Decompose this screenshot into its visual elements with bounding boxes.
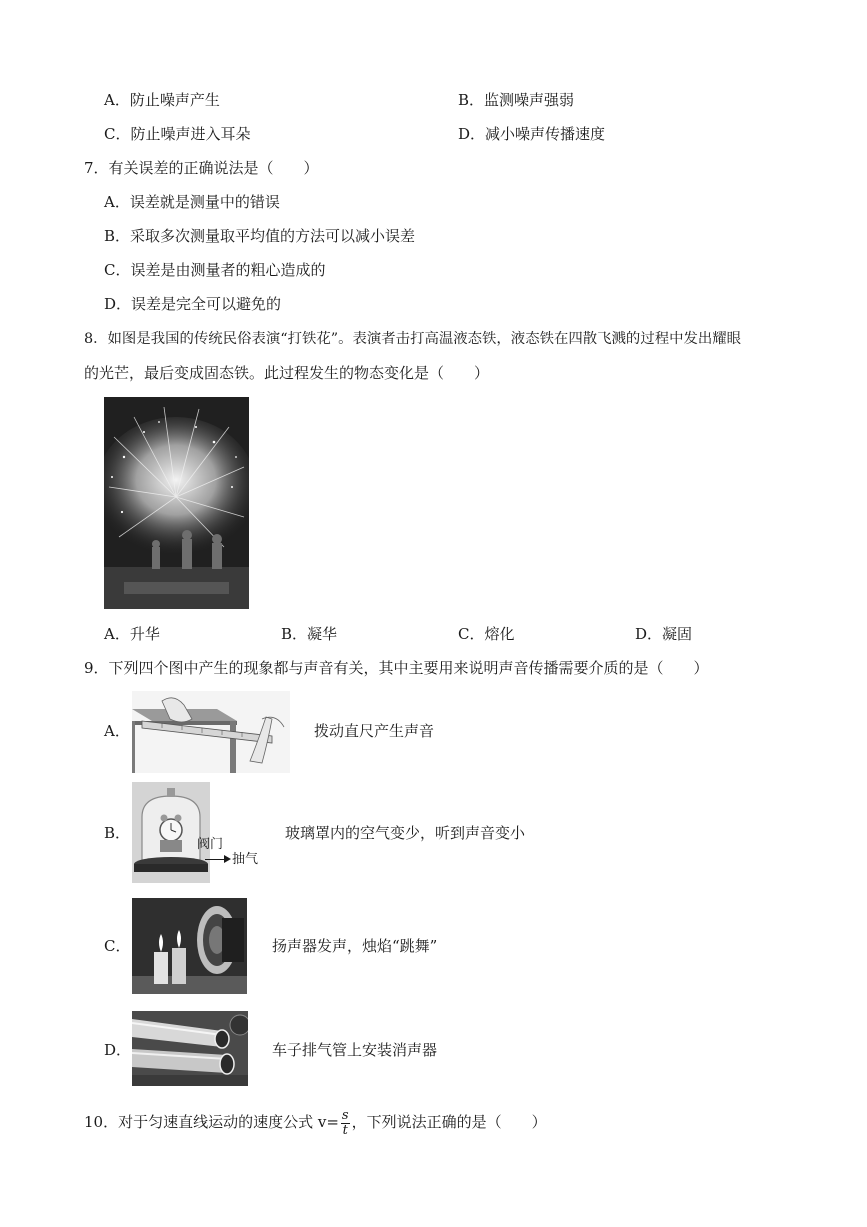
q9-option-c-letter: C． <box>104 937 131 955</box>
q8-option-b <box>281 624 337 644</box>
bell-jar-photo <box>132 782 210 883</box>
option-letter: B． <box>281 625 308 643</box>
option-text: 减小噪声传播速度 <box>485 125 606 143</box>
speaker-candle-photo <box>132 898 247 994</box>
option-text: 防止噪声进入耳朵 <box>130 125 251 143</box>
iron-flower-photo <box>104 397 249 609</box>
q9-option-c-text: 扬声器发声，烛焰“跳舞” <box>272 937 438 955</box>
muffler-photo <box>132 1011 248 1086</box>
q8-stem-line1: 8．如图是我国的传统民俗表演“打铁花”。表演者击打高温液态铁，液态铁在四散飞溅的过程中发出耀眼 <box>84 331 742 347</box>
valve-label: 阀门 <box>197 837 224 852</box>
q9-stem: 9．下列四个图中产生的现象都与声音有关，其中主要用来说明声音传播需要介质的是（ ） <box>84 659 709 677</box>
option-letter: D． <box>104 295 132 313</box>
option-text: 误差是完全可以避免的 <box>131 295 282 313</box>
pump-label: 抽气 <box>232 852 259 867</box>
option-text: 误差是由测量者的粗心造成的 <box>130 261 326 279</box>
q9-option-b-text: 玻璃罩内的空气变少，听到声音变小 <box>285 824 526 842</box>
fraction-denominator: t <box>342 1122 348 1138</box>
option-text: 凝华 <box>307 625 338 643</box>
q10-stem-after: ，下列说法正确的是（ ） <box>351 1113 547 1131</box>
option-text: 防止噪声产生 <box>129 91 220 109</box>
speed-formula-fraction <box>341 1109 350 1138</box>
option-text: 熔化 <box>484 625 515 643</box>
q6-option-b <box>458 90 574 110</box>
q7-option-b <box>104 226 415 246</box>
option-letter: C． <box>104 261 131 279</box>
q9-option-d-letter: D． <box>104 1041 132 1059</box>
pump-arrow-head <box>224 855 231 863</box>
q6-option-c <box>104 124 251 144</box>
q9-option-a-letter: A． <box>104 722 130 740</box>
q8-option-c <box>458 624 515 644</box>
option-text: 凝固 <box>662 625 693 643</box>
option-text: 升华 <box>129 625 160 643</box>
q7-option-a <box>104 192 280 212</box>
option-text: 采取多次测量取平均值的方法可以减小误差 <box>130 227 416 245</box>
option-letter: A． <box>104 193 130 211</box>
q9-option-a-text: 拨动直尺产生声音 <box>314 722 435 740</box>
q8-stem-line2: 的光芒，最后变成固态铁。此过程发生的物态变化是（ ） <box>84 364 490 382</box>
q10-stem <box>84 1107 547 1138</box>
option-text: 误差就是测量中的错误 <box>129 193 280 211</box>
q9-option-b-letter: B． <box>104 824 131 842</box>
q7-option-d <box>104 294 281 314</box>
q8-option-d <box>635 624 692 644</box>
option-letter: C． <box>458 625 485 643</box>
q7-option-c <box>104 260 326 280</box>
q8-option-a <box>104 624 160 644</box>
option-letter: C． <box>104 125 131 143</box>
option-letter: A． <box>104 91 130 109</box>
fraction-numerator: s <box>341 1107 349 1123</box>
option-letter: D． <box>635 625 663 643</box>
option-letter: B． <box>458 91 485 109</box>
option-text: 监测噪声强弱 <box>484 91 575 109</box>
ruler-photo <box>132 691 290 773</box>
q6-option-a <box>104 90 220 110</box>
option-letter: D． <box>458 125 486 143</box>
q6-option-d <box>458 124 605 144</box>
q10-stem-before: 10．对于匀速直线运动的速度公式 v= <box>84 1113 339 1131</box>
q7-stem: 7．有关误差的正确说法是（ ） <box>84 159 319 177</box>
option-letter: A． <box>104 625 130 643</box>
option-letter: B． <box>104 227 131 245</box>
q9-option-d-text: 车子排气管上安装消声器 <box>272 1041 438 1059</box>
